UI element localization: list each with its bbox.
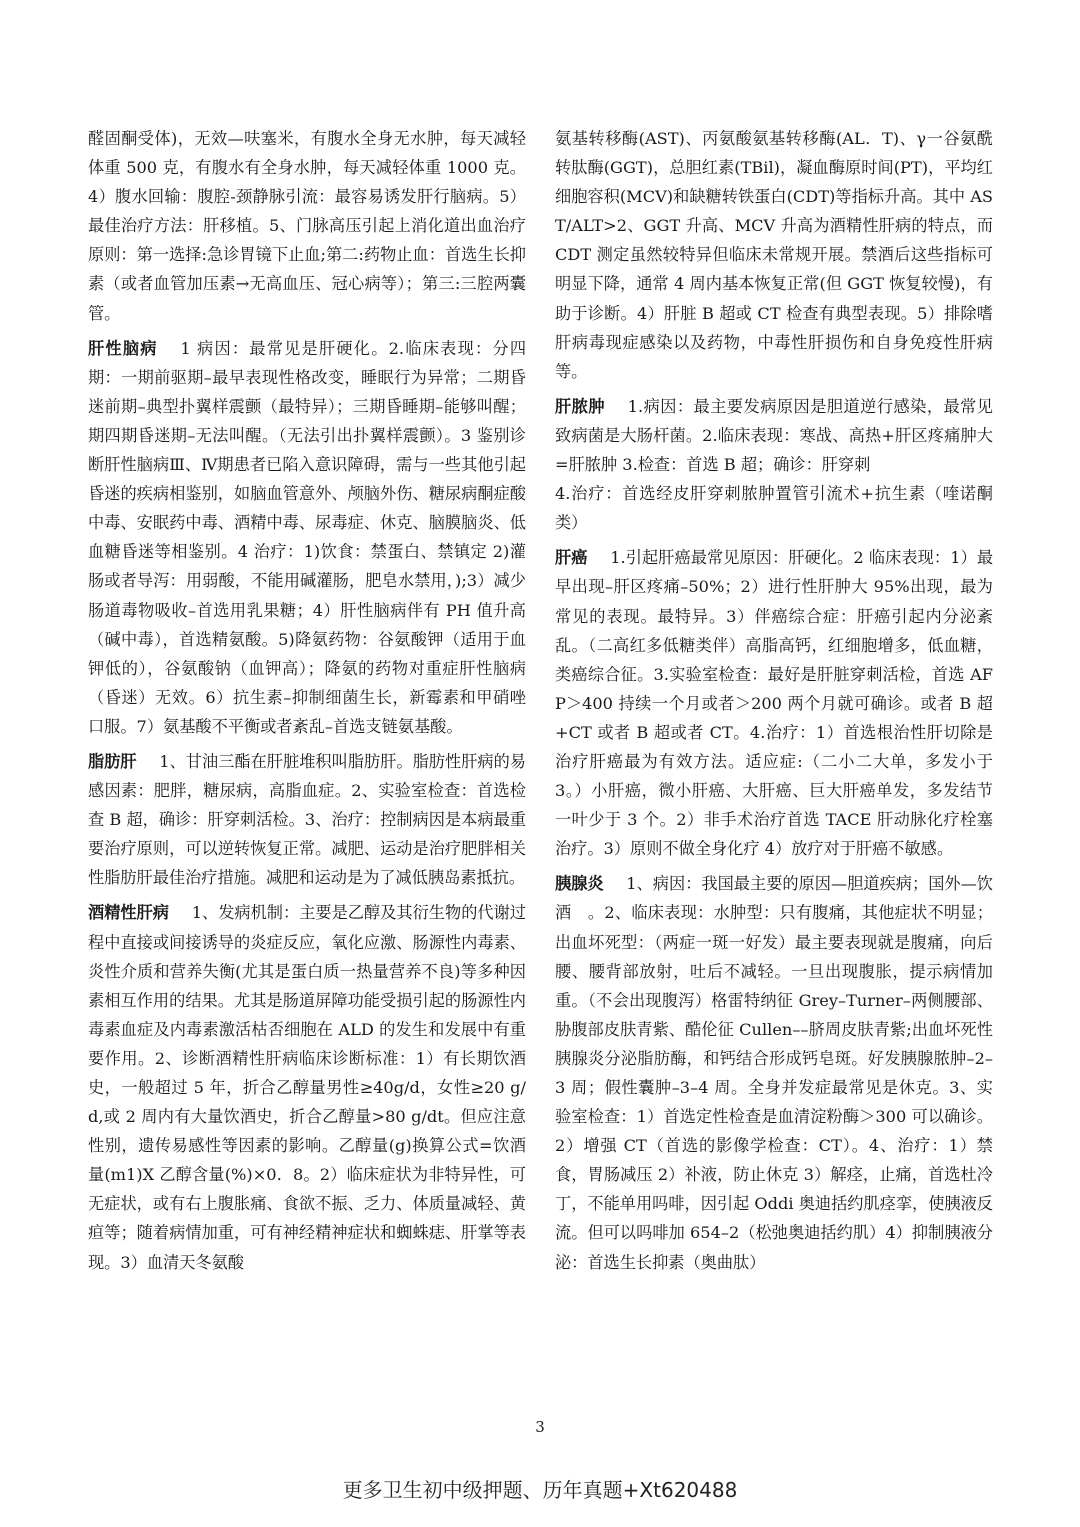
section-term: 酒精性肝病 xyxy=(88,903,170,923)
section-term: 脂肪肝 xyxy=(88,751,137,771)
alcoholic-liver-section xyxy=(88,898,526,1276)
page-number: 3 xyxy=(535,1418,545,1436)
footer-promo-text: 更多卫生初中级押题、历年真题+Xt620488 xyxy=(342,1478,738,1502)
section-text: 1.引起肝癌最常见原因：肝硬化。2 临床表现：1）最早出现–肝区疼痛–50%；2）进行性肝肿大 95%出现，最为常见的表现。最特异。3）伴癌综合症：肝癌引起内分泌紊乱。（二高红多低糖类伴）高脂高钙，红细胞增多，低血糖，类癌综合征。3.实验室检查：最好是肝脏穿刺活检，首选 AFP＞400 持续一个月或者＞200 两个月就可确诊。或者 B 超+CT 或者 B 超或者 CT。4.治疗：1）首选根治性肝切除是治疗肝癌最为有效方法。适应症:（二小二大单，多发小于 3。）小肝癌，微小肝癌、大肝癌、巨大肝癌单发，多发结节一叶少于 3 个。2）非手术治疗首选 TACE 肝动脉化疗栓塞治疗。3）原则不做全身化疗 4）放疗对于肝癌不敏感。 xyxy=(555,548,994,859)
hepatic-encephalopathy-section xyxy=(88,334,526,741)
section-text: 1.病因：最主要发病原因是胆道逆行感染，最常见致病菌是大肠杆菌。2.临床表现：寒战、高热+肝区疼痛肿大=肝脓肿 3.检查：首选 B 超；确诊：肝穿刺 xyxy=(555,396,993,475)
section-term: 胰腺炎 xyxy=(555,874,604,894)
section-term: 肝癌 xyxy=(555,548,588,568)
liver-cancer-section xyxy=(555,543,993,863)
fatty-liver-section xyxy=(88,747,526,892)
right-column xyxy=(555,124,993,1283)
section-text: 1 病因：最常见是肝硬化。2.临床表现：分四期：一期前驱期–最早表现性格改变，睡眠行为异常；二期昏迷前期–典型扑翼样震颤（最特异）；三期昏睡期–能够叫醒；期四期昏迷期–无法叫醒。（无法引出扑翼样震颤）。3 鉴别诊断肝性脑病Ⅲ、Ⅳ期患者已陷入意识障碍，需与一些其他引起昏迷的疾病相鉴别，如脑血管意外、颅脑外伤、糖尿病酮症酸中毒、安眠药中毒、酒精中毒、尿毒症、休克、脑膜脑炎、低血糖昏迷等相鉴别。4 治疗：1)饮食：禁蛋白、禁镇定 2)灌肠或者导泻：用弱酸，不能用碱灌肠，肥皂水禁用，);3）减少肠道毒物吸收–首选用乳果糖；4）肝性脑病伴有 PH 值升高（碱中毒），首选精氨酸。5)降氨药物：谷氨酸钾（适用于血钾低的），谷氨酸钠（血钾高）；降氨的药物对重症肝性脑病（昏迷）无效。6）抗生素–抑制细菌生长，新霉素和甲硝唑口服。7）氨基酸不平衡或者紊乱–首选支链氨基酸。 xyxy=(88,338,527,736)
alcoholic-liver-continuation-paragraph: 氨基转移酶(AST)、丙氨酸氨基转移酶(AL．T)、γ一谷氨酰转肽酶(GGT)，总胆红素(TBil)，凝血酶原时间(PT)，平均红细胞容积(MCV)和缺糖转铁蛋白(CDT)等指标升高。其中 AST/ALT>2、GGT 升高、MCV 升高为酒精性肝病的特点，而 CDT 测定虽然较特异但临床未常规开展。禁酒后这些指标可明显下降，通常 4 周内基本恢复正常(但 GGT 恢复较慢)，有助于诊断。4）肝脏 B 超或 CT 检查有典型表现。5）排除嗜肝病毒现症感染以及药物，中毒性肝损伤和自身免疫性肝病等。 xyxy=(555,129,993,381)
cirrhosis-continuation-paragraph: 醛固酮受体)，无效—呋塞米，有腹水全身无水肿，每天减轻体重 500 克，有腹水有全身水肿，每天减轻体重 1000 克。4）腹水回输：腹腔-颈静脉引流：最容易诱发肝行脑病。5）最佳治疗方法：肝移植。5、门脉高压引起上消化道出血治疗原则：第一选择:急诊胃镜下止血;第二:药物止血：首选生长抑素（或者血管加压素→无高血压、冠心病等）；第三:三腔两囊管。 xyxy=(88,129,526,323)
liver-abscess-section xyxy=(555,392,993,479)
section-term: 肝性脑病 xyxy=(88,338,158,358)
page-body xyxy=(88,124,993,1283)
liver-abscess-treatment: 4.治疗：首选经皮肝穿刺脓肿置管引流术+抗生素（喹诺酮类） xyxy=(555,484,993,533)
left-column xyxy=(88,124,526,1283)
pancreatitis-section xyxy=(555,869,993,1276)
section-text: 1、病因：我国最主要的原因—胆道疾病；国外—饮酒 。2、临床表现：水肿型：只有腹痛，其他症状不明显；出血坏死型：（两症一斑一好发）最主要表现就是腹痛，向后腰、腰背部放射，吐后不减轻。一旦出现腹胀，提示病情加重。（不会出现腹泻）格雷特纳征 Grey–Turner–两侧腰部、胁腹部皮肤青紫、酷伦征 Cullen––脐周皮肤青紫;出血坏死性胰腺炎分泌脂肪酶，和钙结合形成钙皂斑。好发胰腺脓肿–2–3 周；假性囊肿–3–4 周。全身并发症最常见是休克。3、实验室检查：1）首选定性检查是血清淀粉酶＞300 可以确诊。2）增强 CT（首选的影像学检查：CT）。4、治疗：1）禁食，胃肠减压 2）补液，防止休克 3）解痉，止痛，首选杜冷丁，不能单用吗啡，因引起 Oddi 奥迪括约肌痉挛，使胰液反流。但可以吗啡加 654–2（松弛奥迪括约肌）4）抑制胰液分泌：首选生长抑素（奥曲肽） xyxy=(555,874,993,1272)
section-text: 1、发病机制：主要是乙醇及其衍生物的代谢过程中直接或间接诱导的炎症反应，氧化应激、肠源性内毒素、炎性介质和营养失衡(尤其是蛋白质一热量营养不良)等多种因素相互作用的结果。尤其是肠道屏障功能受损引起的肠源性内毒素血症及内毒素激活枯否细胞在 ALD 的发生和发展中有重要作用。2、诊断酒精性肝病临床诊断标准：1）有长期饮酒史，一般超过 5 年，折合乙醇量男性≥40g/d，女性≥20 g/d,或 2 周内有大量饮酒史，折合乙醇量>80 g/dt。但应注意性别，遗传易感性等因素的影响。乙醇量(g)换算公式=饮酒量(m1)X 乙醇含量(%)×0．8。2）临床症状为非特异性，可无症状，或有右上腹胀痛、食欲不振、乏力、体质量减轻、黄疸等；随着病情加重，可有神经精神症状和蜘蛛痣、肝掌等表现。3）血清天冬氨酸 xyxy=(88,903,526,1272)
section-term: 肝脓肿 xyxy=(555,396,605,416)
section-text: 1、甘油三酯在肝脏堆积叫脂肪肝。脂肪性肝病的易感因素：肥胖，糖尿病，高脂血症。2、实验室检查：首选检查 B 超，确诊：肝穿刺活检。3、治疗：控制病因是本病最重要治疗原则，可以逆转恢复正常。减肥、运动是治疗肥胖相关性脂肪肝最佳治疗措施。减肥和运动是为了减低胰岛素抵抗。 xyxy=(88,751,526,888)
